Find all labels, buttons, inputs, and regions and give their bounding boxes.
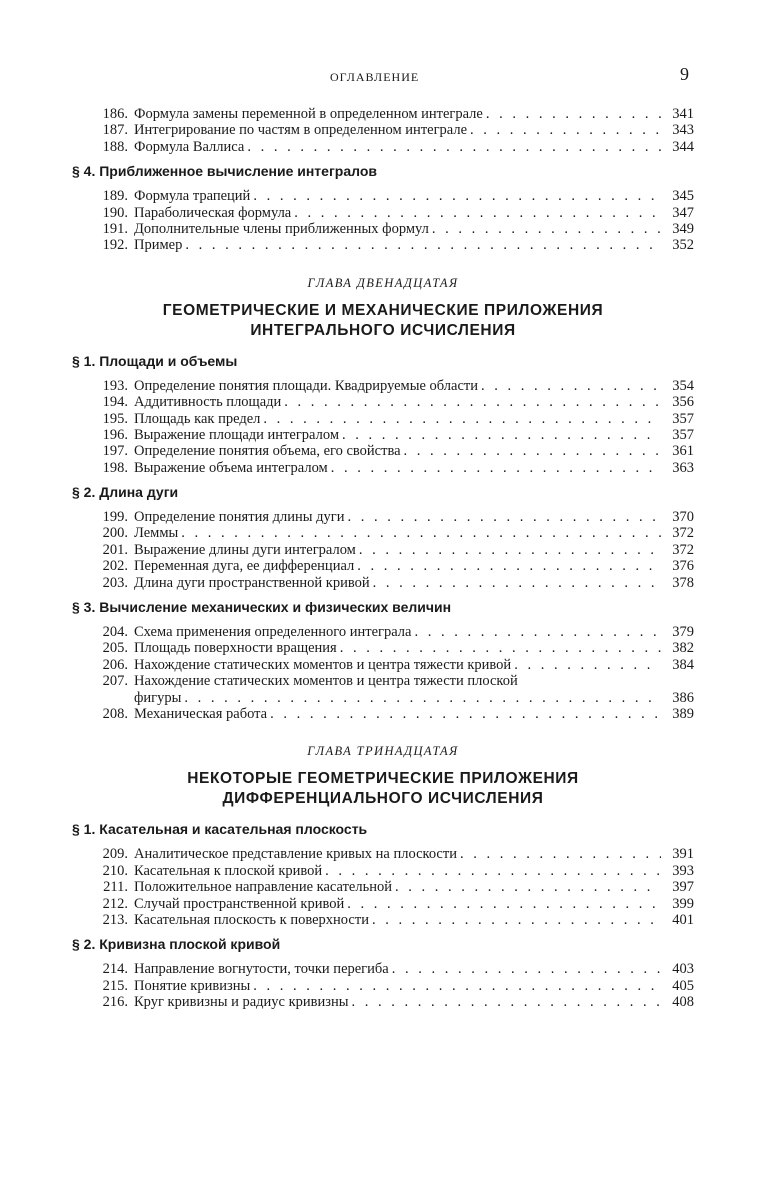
entry-page: 345 xyxy=(672,188,694,205)
toc-entry[interactable] xyxy=(72,912,694,928)
chapter-title-line: ГЕОМЕТРИЧЕСКИЕ И МЕХАНИЧЕСКИЕ ПРИЛОЖЕНИЯ xyxy=(162,301,604,319)
entry-title: Дополнительные члены приближенных формул xyxy=(134,220,429,237)
entry-title: Определение понятия площади. Квадрируемые области xyxy=(134,377,479,394)
entry-page: 370 xyxy=(672,509,694,526)
entry-page: 352 xyxy=(672,237,694,254)
chapter-label: ГЛАВА ДВЕНАДЦАТАЯ xyxy=(307,275,459,290)
entry-number: 189. xyxy=(102,188,128,205)
leader-dots xyxy=(247,139,661,155)
entry-number: 215. xyxy=(102,977,128,994)
entry-number: 209. xyxy=(102,846,128,863)
entry-number: 206. xyxy=(102,656,128,673)
entry-number: 199. xyxy=(102,509,128,526)
entry-page: 378 xyxy=(672,574,694,591)
toc-entry[interactable] xyxy=(72,657,694,673)
entry-number: 197. xyxy=(102,443,128,460)
leader-dots xyxy=(347,896,661,912)
section-heading[interactable]: § 3. Вычисление механических и физических величин xyxy=(72,599,452,616)
chapter-title-line: ДИФФЕРЕНЦИАЛЬНОГО ИСЧИСЛЕНИЯ xyxy=(222,790,544,808)
entry-title: Пример xyxy=(134,237,183,254)
entry-page: 354 xyxy=(672,377,694,394)
toc-entry[interactable] xyxy=(72,122,694,138)
entry-page: 344 xyxy=(672,138,694,155)
entry-page: 363 xyxy=(672,459,694,476)
entry-number: 203. xyxy=(102,574,128,591)
entry-number: 188. xyxy=(102,138,128,155)
entry-page: 389 xyxy=(672,705,694,722)
toc-entry[interactable] xyxy=(72,139,694,155)
entry-page: 401 xyxy=(672,911,694,928)
entry-number: 192. xyxy=(102,237,128,254)
entry-page: 341 xyxy=(672,106,694,122)
entry-title: Круг кривизны и радиус кривизны xyxy=(134,994,349,1011)
entry-page: 393 xyxy=(672,862,694,879)
leader-dots xyxy=(359,542,661,558)
toc-entry[interactable] xyxy=(72,846,694,862)
entry-number: 214. xyxy=(102,961,128,978)
entry-number: 191. xyxy=(102,220,128,237)
entry-page: 343 xyxy=(672,122,694,139)
entry-title: Формула замены переменной в определенном интеграле xyxy=(134,106,483,122)
toc-entry[interactable] xyxy=(72,509,694,525)
entry-page: 408 xyxy=(672,994,694,1011)
entry-page: 399 xyxy=(672,895,694,912)
chapter-title-line: НЕКОТОРЫЕ ГЕОМЕТРИЧЕСКИЕ ПРИЛОЖЕНИЯ xyxy=(187,770,579,788)
toc-entry[interactable] xyxy=(72,460,694,476)
entry-title: Выражение длины дуги интегралом xyxy=(134,541,356,558)
leader-dots xyxy=(460,846,661,862)
toc-entry[interactable] xyxy=(72,961,694,977)
leader-dots xyxy=(414,624,661,640)
entry-number: 200. xyxy=(102,525,128,542)
entry-number: 201. xyxy=(102,541,128,558)
section-heading[interactable]: § 2. Длина дуги xyxy=(72,484,179,501)
toc-entry[interactable] xyxy=(72,394,694,410)
section-heading[interactable]: § 4. Приближенное вычисление интегралов xyxy=(72,163,377,180)
entry-title: Аддитивность площади xyxy=(134,394,282,411)
chapter-title-line: ИНТЕГРАЛЬНОГО ИСЧИСЛЕНИЯ xyxy=(250,321,516,339)
leader-dots xyxy=(481,378,661,394)
toc-entry[interactable] xyxy=(72,106,694,122)
entry-number: 196. xyxy=(102,426,128,443)
entry-page: 356 xyxy=(672,394,694,411)
leader-dots xyxy=(263,411,661,427)
entry-page: 372 xyxy=(672,525,694,542)
entry-page: 376 xyxy=(672,558,694,575)
entry-title: Леммы xyxy=(134,525,179,542)
entry-title: Касательная плоскость к поверхности xyxy=(134,911,369,928)
entry-title: Касательная к плоской кривой xyxy=(134,862,323,879)
leader-dots xyxy=(294,205,661,221)
entry-title: Аналитическое представление кривых на плоскости xyxy=(134,846,457,863)
entry-number: 211. xyxy=(103,879,128,896)
entry-number: 194. xyxy=(102,394,128,411)
toc-entry[interactable] xyxy=(72,624,694,640)
entry-number: 198. xyxy=(102,459,128,476)
entry-title: Площадь как предел xyxy=(134,410,261,427)
leader-dots xyxy=(253,978,661,994)
leader-dots xyxy=(270,706,661,722)
entry-title: Интегрирование по частям в определенном интеграле xyxy=(134,122,468,139)
toc-entry[interactable] xyxy=(72,640,694,656)
entry-number: 186. xyxy=(102,106,128,122)
entry-title: Схема применения определенного интеграла xyxy=(134,624,412,641)
toc-entry[interactable] xyxy=(72,221,694,237)
entry-number: 190. xyxy=(102,204,128,221)
entry-title: Выражение площади интегралом xyxy=(134,426,339,443)
toc-entry[interactable] xyxy=(72,994,694,1010)
toc-entry[interactable] xyxy=(72,879,694,895)
entry-page: 382 xyxy=(672,640,694,657)
entry-title: Положительное направление касательной xyxy=(134,879,392,896)
entry-page: 379 xyxy=(672,624,694,641)
entry-title: Направление вогнутости, точки перегиба xyxy=(134,961,389,978)
entry-title: Нахождение статических моментов и центра тяжести плоской xyxy=(134,673,518,690)
entry-page: 405 xyxy=(672,977,694,994)
leader-dots xyxy=(184,690,661,706)
running-head: ОГЛАВЛЕНИЕ xyxy=(330,70,420,84)
leader-dots xyxy=(181,525,661,541)
leader-dots xyxy=(373,575,661,591)
entry-page: 357 xyxy=(672,410,694,427)
leader-dots xyxy=(470,122,661,138)
entry-number: 202. xyxy=(102,558,128,575)
entry-title: Формула трапеций xyxy=(134,188,251,205)
entry-title: Площадь поверхности вращения xyxy=(134,640,337,657)
toc-entry-continuation[interactable] xyxy=(72,690,694,706)
leader-dots xyxy=(392,961,661,977)
toc-entry[interactable] xyxy=(72,427,694,443)
leader-dots xyxy=(486,106,661,122)
toc-entry[interactable] xyxy=(72,411,694,427)
entry-title: Механическая работа xyxy=(134,705,268,722)
entry-title: фигуры xyxy=(134,689,182,706)
leader-dots xyxy=(404,443,661,459)
entry-page: 386 xyxy=(672,689,694,706)
entry-page: 384 xyxy=(672,656,694,673)
entry-number: 216. xyxy=(102,994,128,1011)
leader-dots xyxy=(325,863,661,879)
entry-number: 213. xyxy=(102,911,128,928)
leader-dots xyxy=(342,427,661,443)
entry-number: 208. xyxy=(102,705,128,722)
entry-page: 361 xyxy=(672,443,694,460)
entry-title: Нахождение статических моментов и центра тяжести кривой xyxy=(134,656,512,673)
entry-title: Понятие кривизны xyxy=(134,977,251,994)
toc-entry[interactable] xyxy=(72,378,694,394)
chapter-label: ГЛАВА ТРИНАДЦАТАЯ xyxy=(307,744,459,759)
toc-entry[interactable] xyxy=(72,237,694,253)
section-heading[interactable]: § 1. Площади и объемы xyxy=(72,352,238,369)
toc-content xyxy=(72,106,694,1011)
entry-number: 193. xyxy=(102,377,128,394)
toc-entry[interactable] xyxy=(72,896,694,912)
entry-page: 403 xyxy=(672,961,694,978)
toc-entry[interactable] xyxy=(72,188,694,204)
leader-dots xyxy=(351,994,661,1010)
entry-page: 397 xyxy=(672,879,694,896)
chapter-title[interactable] xyxy=(72,769,694,809)
leader-dots xyxy=(357,558,661,574)
leader-dots xyxy=(340,640,661,656)
entry-number: 210. xyxy=(102,862,128,879)
entry-title: Переменная дуга, ее дифференциал xyxy=(134,558,355,575)
section-heading[interactable]: § 2. Кривизна плоской кривой xyxy=(72,936,281,953)
toc-entry[interactable] xyxy=(72,205,694,221)
entry-page: 372 xyxy=(672,541,694,558)
entry-title: Формула Валлиса xyxy=(134,138,245,155)
entry-title: Параболическая формула xyxy=(134,204,292,221)
leader-dots xyxy=(284,394,661,410)
section-heading[interactable]: § 1. Касательная и касательная плоскость xyxy=(72,821,368,838)
toc-entry[interactable] xyxy=(72,863,694,879)
leader-dots xyxy=(372,912,661,928)
entry-title: Случай пространственной кривой xyxy=(134,895,345,912)
leader-dots xyxy=(395,879,661,895)
entry-page: 347 xyxy=(672,204,694,221)
toc-entry[interactable] xyxy=(72,575,694,591)
leader-dots xyxy=(331,460,661,476)
entry-page: 349 xyxy=(672,220,694,237)
toc-entry[interactable] xyxy=(72,558,694,574)
entry-number: 207. xyxy=(102,673,128,690)
leader-dots xyxy=(432,221,661,237)
entry-number: 195. xyxy=(102,410,128,427)
entry-number: 204. xyxy=(102,624,128,641)
entry-page: 357 xyxy=(672,426,694,443)
toc-entry[interactable] xyxy=(72,443,694,459)
toc-entry[interactable] xyxy=(72,542,694,558)
page-number: 9 xyxy=(680,64,689,84)
entry-number: 212. xyxy=(102,895,128,912)
toc-entry[interactable] xyxy=(72,978,694,994)
entry-title: Длина дуги пространственной кривой xyxy=(134,574,370,591)
toc-entry[interactable] xyxy=(72,525,694,541)
entry-page: 391 xyxy=(672,846,694,863)
entry-number: 205. xyxy=(102,640,128,657)
toc-entry[interactable] xyxy=(72,706,694,722)
toc-entry[interactable] xyxy=(72,673,694,689)
leader-dots xyxy=(514,657,661,673)
leader-dots xyxy=(253,188,661,204)
leader-dots xyxy=(185,237,661,253)
entry-number: 187. xyxy=(102,122,128,139)
entry-title: Определение понятия длины дуги xyxy=(134,509,345,526)
entry-title: Определение понятия объема, его свойства xyxy=(134,443,401,460)
chapter-title[interactable] xyxy=(72,301,694,341)
leader-dots xyxy=(347,509,661,525)
entry-title: Выражение объема интегралом xyxy=(134,459,328,476)
